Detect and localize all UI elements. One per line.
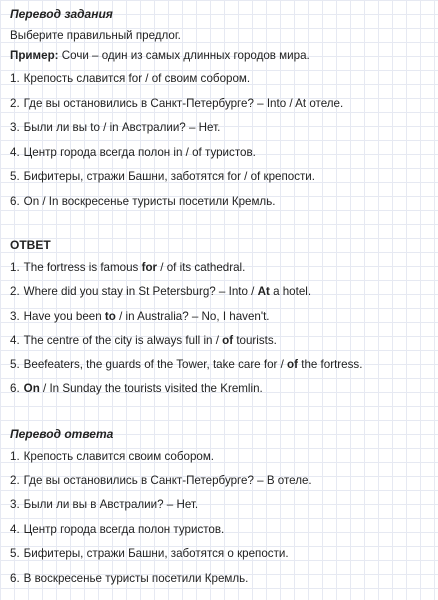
answer-item: 3. Have you been to / in Australia? – No, I haven't. [10,310,270,323]
translation-item: 4. Центр города всегда полон туристов. [10,523,225,536]
answer-item: 2. Where did you stay in St Petersburg? – Into / At a hotel. [10,285,312,298]
translation-item: 5. Бифитеры, стражи Башни, заботятся о крепости. [10,547,289,560]
example-text: Сочи – один из самых длинных городов мира. [61,49,310,62]
answer-item: 5. Beefeaters, the guards of the Tower, take care for / of the fortress. [10,358,363,371]
example-line [10,48,310,64]
answer-item: 6. On / In Sunday the tourists visited the Kremlin. [10,382,263,395]
answer-item: 4. The centre of the city is always full in / of tourists. [10,334,277,347]
answer-heading: ОТВЕТ [10,238,51,252]
example-label: Пример: [10,49,59,62]
answer-translation-heading: Перевод ответа [10,427,114,441]
translation-item: 2. Где вы остановились в Санкт-Петербурге? – В отеле. [10,474,312,487]
translation-item: 3. Были ли вы в Австралии? – Нет. [10,498,199,511]
task-item: 6. On / In воскресенье туристы посетили Кремль. [10,195,276,208]
task-instruction: Выберите правильный предлог. [10,29,181,42]
translation-item: 1. Крепость славится своим собором. [10,450,215,463]
task-translation-heading: Перевод задания [10,7,113,21]
task-item: 5. Бифитеры, стражи Башни, заботятся for / of крепости. [10,170,315,183]
answer-item: 1. The fortress is famous for / of its cathedral. [10,261,246,274]
task-item: 3. Были ли вы to / in Австралии? – Нет. [10,121,221,134]
task-item: 4. Центр города всегда полон in / of туристов. [10,146,256,159]
task-item: 1. Крепость славится for / of своим собором. [10,72,251,85]
translation-item: 6. В воскресенье туристы посетили Кремль. [10,572,249,585]
task-item: 2. Где вы остановились в Санкт-Петербурге? – Into / At отеле. [10,97,344,110]
